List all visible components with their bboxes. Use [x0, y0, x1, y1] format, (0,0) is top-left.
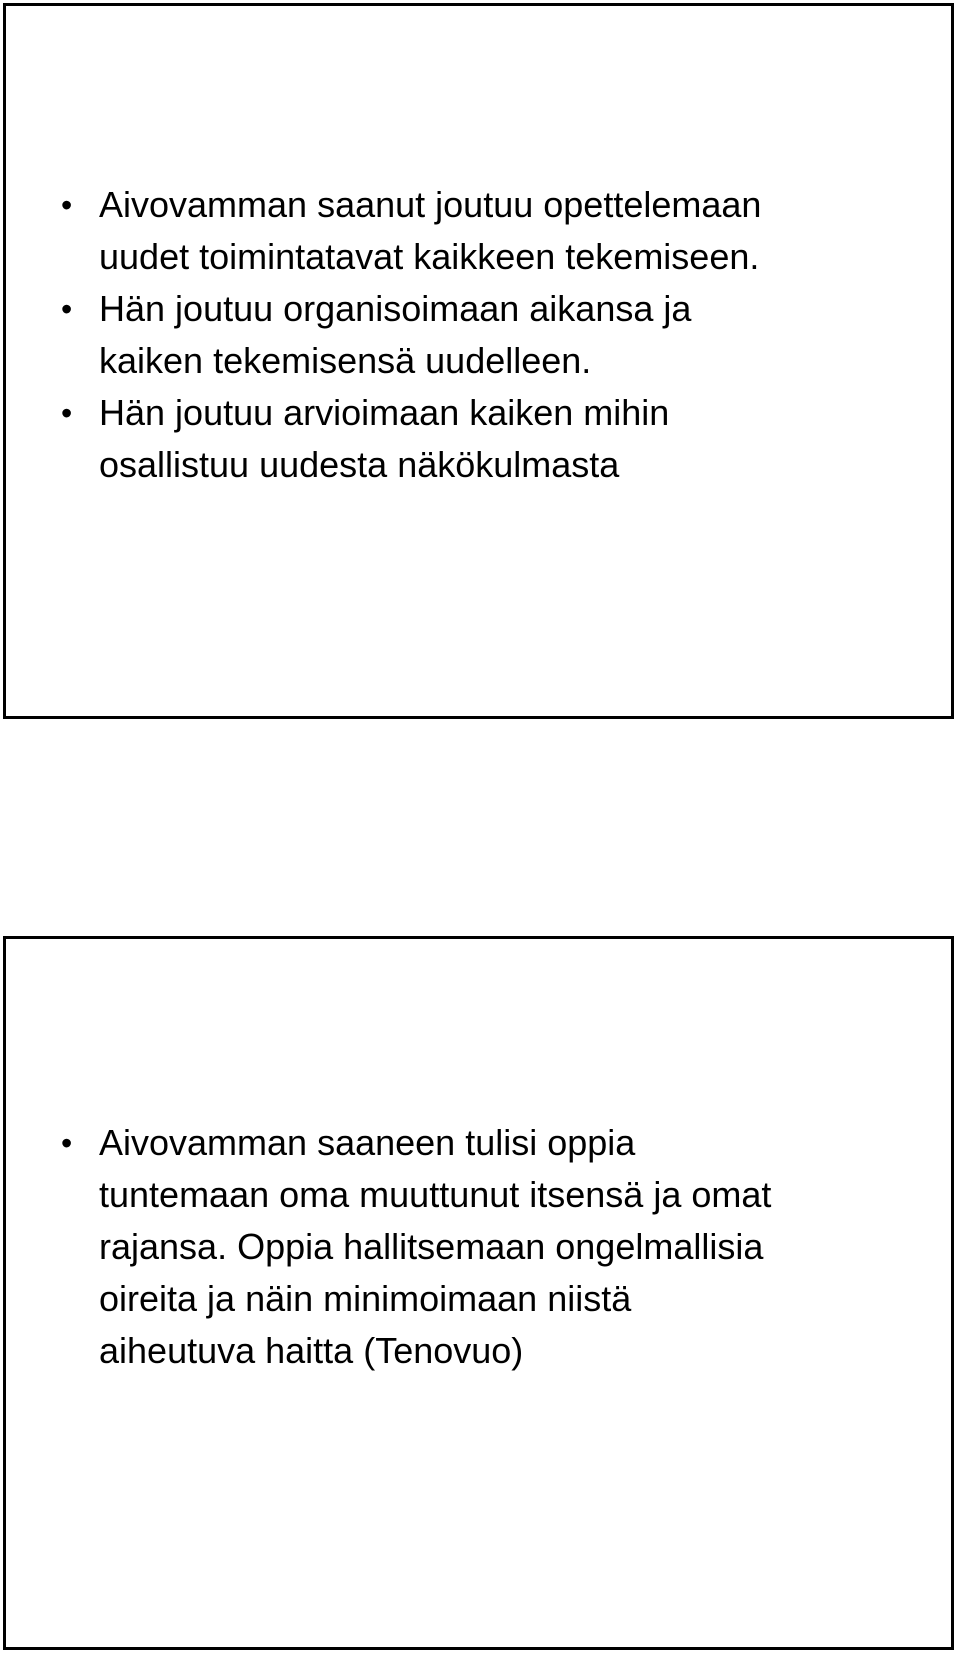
bullet-text-line: kaiken tekemisensä uudelleen.: [99, 340, 592, 381]
bullet-list: [61, 179, 931, 491]
bullet-text-line: Hän joutuu arvioimaan kaiken mihin: [99, 392, 670, 433]
bullet-text-line: oireita ja näin minimoimaan niistä: [99, 1278, 632, 1319]
bullet-text-line: rajansa. Oppia hallitsemaan ongelmallisia: [99, 1226, 764, 1267]
bullet-dot: •: [61, 1125, 73, 1161]
bullet-text-line: Hän joutuu organisoimaan aikansa ja: [99, 288, 692, 329]
bullet-text-line: tuntemaan oma muuttunut itsensä ja omat: [99, 1174, 772, 1215]
bullet-text-line: aiheutuva haitta (Tenovuo): [99, 1330, 524, 1371]
bullet-text-line: osallistuu uudesta näkökulmasta: [99, 444, 620, 485]
bullet-dot: •: [61, 291, 73, 327]
bullet-text-line: Aivovamman saanut joutuu opettelemaan: [99, 184, 762, 225]
slide-2: [3, 936, 954, 1650]
bullet-dot: •: [61, 395, 73, 431]
bullet-item: [61, 1117, 931, 1377]
bullet-item: [61, 387, 931, 491]
slide-1: [3, 3, 954, 719]
bullet-item: [61, 283, 931, 387]
bullet-text-line: uudet toimintatavat kaikkeen tekemiseen.: [99, 236, 760, 277]
bullet-dot: •: [61, 187, 73, 223]
bullet-list: [61, 1117, 931, 1377]
bullet-text-line: Aivovamman saaneen tulisi oppia: [99, 1122, 636, 1163]
bullet-item: [61, 179, 931, 283]
